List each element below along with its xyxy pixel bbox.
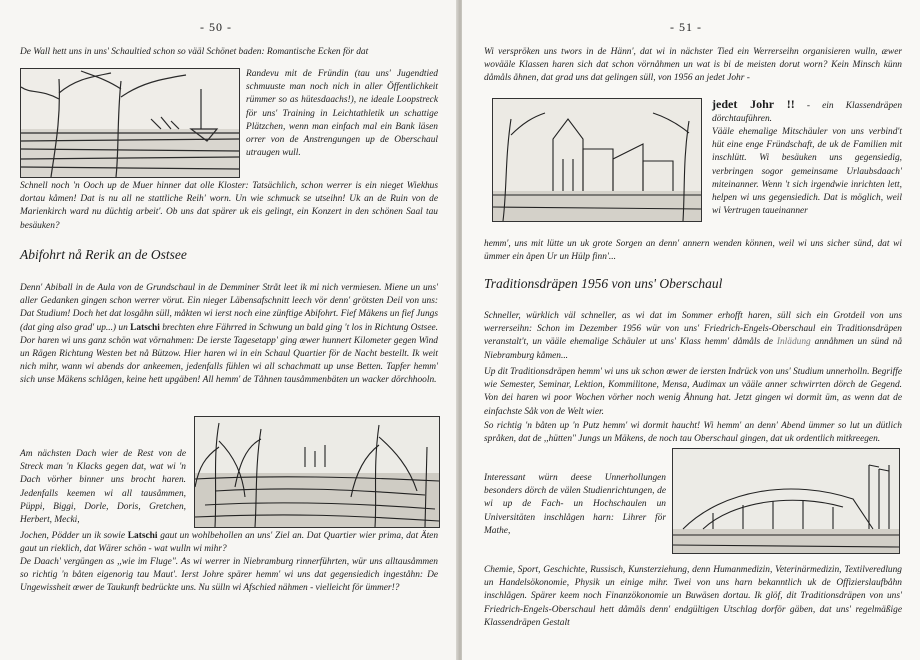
section-heading: Traditionsdräpen 1956 von uns' Oberschaul (484, 276, 723, 291)
paragraph (20, 282, 438, 388)
left-page (0, 0, 458, 660)
paragraph: So richtig 'n båten up 'n Putz hemm' wi dormit haucht! Wi hemm' an denn' Abend ümmer so lut un dütlich språken, dat de ,,hütten" Jungs un Mäkens, de noch tau Oberschaul gingen, dat uk ordentlich mitkreegen. (484, 421, 902, 445)
paragraph: Randevu mit de Fründin (tau uns' Jugendtied schmuuste man noch nich in aller Öffentlichkeit rümmer so as hütesdaachs!), ne ideale Loopstreck för uns' Training in Leichtathletik un schattige Plätzchen, wenn man einfach mal ein Bank läsen orrer von de Anstrengungen up de Oberschaul utraugen wull. (246, 69, 438, 159)
paragraph: Schnell noch 'n Ooch up de Muer hinner dat olle Kloster: Tatsächlich, schon werrer is ein nieget Wiekhus dortau kåmen! Dat is nu all ne stattliche Reih' worn. Un wie schmuck se utseihn! Uk an de Ruin von de Marienkirch ward nu düchtig arbeit'. Ob uns dat spärer uk eis gelingt, ein Konzert in den schönen Saal tau besäuken? (20, 181, 438, 231)
text: - ein Klassendräpen dörchtauführen. (712, 101, 903, 125)
paragraph: Wi verspröken uns twors in de Hänn', dat wi in nächster Tied ein Werrerseihn organisieren wulln, æwer wovääle Klassen haren sich dat schon vörnåhmen un wat is bi de meisten dorut worn? Kein Minsch künn dåmåls åhnen, dat grad uns dat gelingen süll, von 1956 an jedet Johr - (484, 47, 902, 84)
highlight-latschi: Latschi (130, 322, 160, 333)
paragraph: hemm', uns mit lütte un uk grote Sorgen an denn' annern wenden können, weil wi uns sicher sünd, dat wi ümmer ein åpen Ur un Hülp finn'... (484, 239, 902, 263)
text: Denn' Abiball in de Aula von de Grundschaul in de Demminer Stråt leet ik mi nich vermiesen. Miene un uns' aller Gedanken gingen schon werrer vörut. Ein nieger Läbensafschnitt leech vör denn' grötsten Deil von uns: Dat Studium! Doch het dat losgåhn süll, måkten wi ierst noch eine zünftige Abifohrt. Fief Mäkens un fief Jungs (dat ging also grad' up...) un (20, 283, 438, 333)
illustration-lake-trees (20, 68, 240, 178)
paragraph: De Daach' vergüngen as ,,wie im Fluge". As wi werrer in Niebramburg rinnerführten, wür uns alltausåmmen so richtig 'n båten eigenorig tau Maut'. Ierst Johre spärer hemm' wi uns dat gegensiedich ingeståhn: De Ungewissheit œwer de Taukunft bedrückte uns. Nu sülln wi Afschied nähmen - vielleicht för ümmer!? (20, 557, 438, 594)
page-number: - 50 - (200, 20, 232, 34)
paragraph (712, 98, 902, 126)
page-number: - 51 - (670, 20, 702, 34)
emphasis-jedet-johr: jedet Johr !! (712, 97, 795, 111)
right-page (462, 0, 920, 660)
paragraph: Chemie, Sport, Geschichte, Russisch, Kunsterziehung, denn Humanmedizin, Veterinärmedizin, Textilveredlung un Handelsökonomie, Physik un einige mihr. Twei von uns harn bekanntlich uk de Offizierslaufbåhn inschlågen. Spärer keem noch Finanzökonomie un Buwäsen dortau. Ik glöf, dit Traditionsdräpen von uns' Friedrich-Engels-Oberschaul hett dåmåls denn' endgültigen Utschlag dorför gäben, dat uns' regelmäßige Klassendräpen Gestalt (484, 565, 902, 628)
illustration-river-willows (194, 416, 440, 528)
paragraph: Vääle ehemalige Mitschäuler von uns verbind't hüt eine enge Fründschaft, de uk de Familien mit inschlütt. Wi besäuken uns gegensiedig, verbringen sogor gemeinsame Urlaubsdaach' miteinanner. Wenn 't sich irgendwie inrichten lett, helpen wi uns gegensiedich. Dat is möglich, weil wi Vertrugen taueinanner (712, 127, 902, 217)
paragraph: Interessant würn deese Unnerhollungen besonders dörch de välen Studienrichtungen, de wi up de Fach- un Hochschaulen un Universitäten inschlågen harn: Lihrer för Mathe, (484, 473, 666, 536)
paragraph: Up dit Traditionsdräpen hemm' wi uns uk schon œwer de iersten Indrück von uns' Studium unnerholln. Begriffe wie Semester, Seminar, Lektion, Kommilitone, Mensa, Audimax un vääle anner schwirrten dörch de Gegend. Von dei haren wi poor Wochen vörher noch wenig Åhnung hat. Jetzt gingen wi dormit üm, as wenn dat de einfachste Såk von de Welt wier. (484, 367, 902, 417)
paragraph (20, 530, 438, 556)
faded-text: Inlädung (776, 337, 811, 348)
illustration-modern-hall (672, 448, 900, 554)
text: brechten ehre Fährred in Schwung un bald ging 't los in Richtung Ostsee. Dor haren wi uns ganz schön wat vörnahmen: De ierste Tagesetapp' ging œwer hunnert Kilometer gegen Wind un Rägen Richtung Westen bet nå Bützow. Hier haren wi in ein Schaul Quartier för de Nacht bestellt. Ik weit nich mihr, wann wi abends dor ankeemen, jedenfalls fühlen wi all schachmatt up unse Betten. Tapfer hemm' sich unse Mäkens schlågen, keine hett upgäben! All hemm' de Tåhnen tausåmmenbäten un wacker dörchhooln. (20, 322, 439, 386)
illustration-church-town (492, 98, 702, 222)
text: annåhmen un sünd nå Niebramburg kåmen... (484, 337, 903, 361)
paragraph (484, 310, 902, 363)
text: gaut un wohlbehollen an uns' Ziel an. Dat Quartier wier prima, dat Äten gaut un rieklich, dat Wärer schön - wat wulln wi mihr? (20, 531, 439, 555)
section-heading: Abifohrt nå Rerik an de Ostsee (20, 247, 187, 262)
paragraph: Am nächsten Dach wier de Rest von de Streck man 'n Klacks gegen dat, wat wi 'n Dach vörher binner uns brocht haren. Jedenfalls keemen wi all tausåmmen, Püppi, Biggi, Dorle, Doris, Gretchen, Herbert, Mecki, (20, 449, 186, 526)
text: Schneller, würklich väl schneller, as wi dat im Sommer erhofft haren, süll sich ein Grotdeil von uns werrerseihn: Schon im Dezember 1956 wür von uns' Friedrich-Engels-Oberschaul ein Traditionsdräpen veranstalt't, un vääle ehemalige Schäuler ut uns' Klass hemm' dåmåls de (484, 311, 902, 348)
text: Jochen, Pödder un ik sowie (20, 531, 126, 541)
paragraph: De Wall hett uns in uns' Schaultied schon so vääl Schönet baden: Romantische Ecken för dat (20, 47, 369, 57)
highlight-latschi: Latschi (127, 531, 158, 541)
